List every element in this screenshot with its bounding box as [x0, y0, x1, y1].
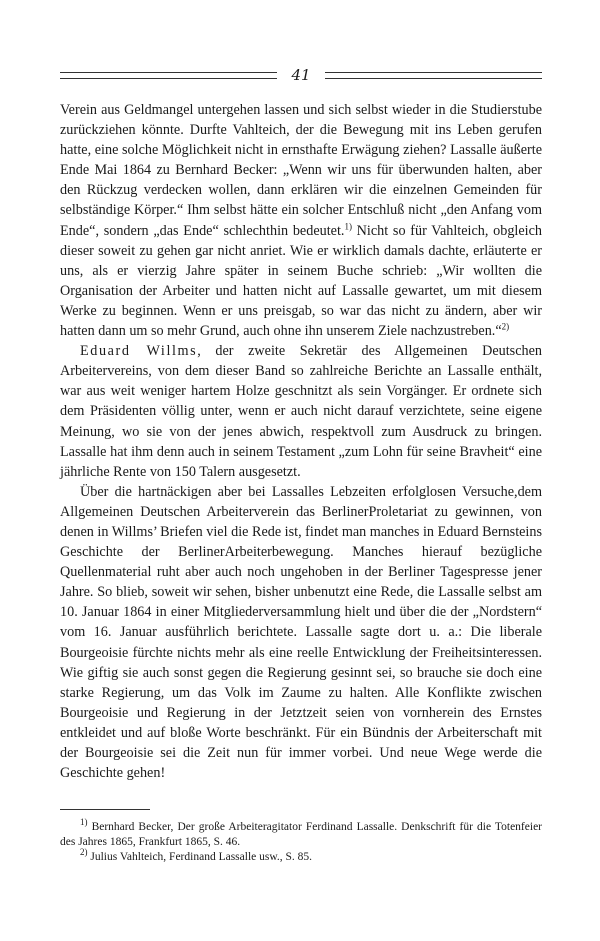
footnote-marker: 2) [80, 847, 88, 858]
page-number: 41 [291, 66, 311, 84]
footnotes [60, 817, 542, 865]
paragraph-1 [60, 100, 542, 341]
footnote-text: Bernhard Becker, Der große Arbeiteragitator Ferdinand Lassalle. Denkschrift für die Totenfeier des Jahres 1865, Frankfurt 1865, S. 46. [60, 821, 542, 849]
paragraph-text: , der zweite Sekretär des Allgemeinen Deutschen Arbeitervereins, von dem dieser Band so zahlreiche Berichte an Lassalle enthält, war aus weit weniger hartem Holze geschnitzt als sein Vorgänger. Er ordnete sich dem Präsidenten völlig unter, wenn er auch nicht darauf verzichtete, seine eigene Meinung, wo sie von der jenes abwich, respektvoll zum Ausdruck zu bringen. Lassalle hat ihm denn auch in seinem Testament „zum Lohn für seine Bravheit“ eine jährliche Rente von 150 Talern ausgesetzt. [60, 343, 542, 480]
header-rule-left [60, 72, 277, 79]
body-text [60, 100, 542, 783]
footnote-1 [60, 817, 542, 850]
running-header [60, 62, 542, 88]
paragraph-text: Nicht so für Vahlteich, obgleich dieser soweit zu gehen gar nicht anriet. Wie er wirklich damals dachte, erläuterte er uns, als er vierzig Jahre später in seinem Buche schrieb: „Wir wollten die Organisation der Arbeiter und hatten nicht auf Lassalle gewartet, um mit diesem Werke zu beginnen. Wenn er uns preisgab, so war das nicht zu ändern, aber wir hatten dann um so mehr Grund, auch ohne ihn unserem Ziele nachzustreben.“ [60, 222, 542, 340]
footnote-ref-1: 1) [344, 220, 352, 231]
footnote-text: Julius Vahlteich, Ferdinand Lassalle usw., S. 85. [87, 851, 313, 864]
footnote-ref-2: 2) [501, 321, 510, 332]
person-name: Eduard Willms [80, 343, 198, 360]
footnote-2 [60, 847, 542, 865]
footnote-marker: 1) [80, 817, 88, 828]
header-rule-right [325, 72, 542, 79]
paragraph-text: Über die hartnäckigen aber bei Lassalles Lebzeiten erfolglosen Versuche,dem Allgemeinen Deutschen Arbeiterverein das BerlinerProletariat zu gewinnen, von denen in Willms’ Briefen viel die Rede ist, findet man manches in Eduard Bernsteins Geschichte der BerlinerArbeiterbewegung. Manches hierauf bezügliche Quellenmaterial ruht aber auch noch ungehoben in der Berliner Tagespresse jener Jahre. So blieb, soweit wir sehen, bisher unbenutzt eine Rede, die Lassalle selbst am 10. Januar 1864 in einer Mitgliederversammlung hielt und über die der „Nordstern“ vom 16. Januar ausführlich berichtete. Lassalle sagte dort u. a.: Die liberale Bourgeoisie fürchte nichts mehr als eine reelle Entwicklung der Freiheitsinteressen. Wie giftig sie auch sonst gegen die Regierung gesinnt sei, so brauche sie doch eine starke Regierung, um das Volk im Zaume zu halten. Alle Konflikte zwischen Bourgeoisie und Regierung in der Jetztzeit seien von vornherein des Ernstes entkleidet und auf bloße Worte beschränkt. Für ein Bündnis der Arbeiterschaft mit der Bourgeoisie sei die Zeit nun für immer vorbei. Und neue Wege werde die Geschichte gehen! [60, 483, 542, 782]
paragraph-3 [60, 482, 542, 783]
page [60, 62, 542, 865]
footnote-divider [60, 809, 150, 810]
paragraph-2 [60, 341, 542, 482]
paragraph-text: Verein aus Geldmangel untergehen lassen und sich selbst wieder in die Studierstube zurückziehen könnte. Durfte Vahlteich, der die Bewegung mit ins Leben gerufen hatte, eine solche Möglichkeit nicht in ernsthafte Erwägung ziehen? Lassalle äußerte Ende Mai 1864 zu Bernhard Becker: „Wenn wir uns für überwunden halten, aber den Rückzug verdecken wollen, dann erklären wir die einzelnen Gemeinden für selbständige Körper.“ Ihm selbst hätte ein solcher Entschluß nicht „den Anfang vom Ende“, sondern „das Ende“ schlechthin bedeutet. [60, 102, 542, 239]
